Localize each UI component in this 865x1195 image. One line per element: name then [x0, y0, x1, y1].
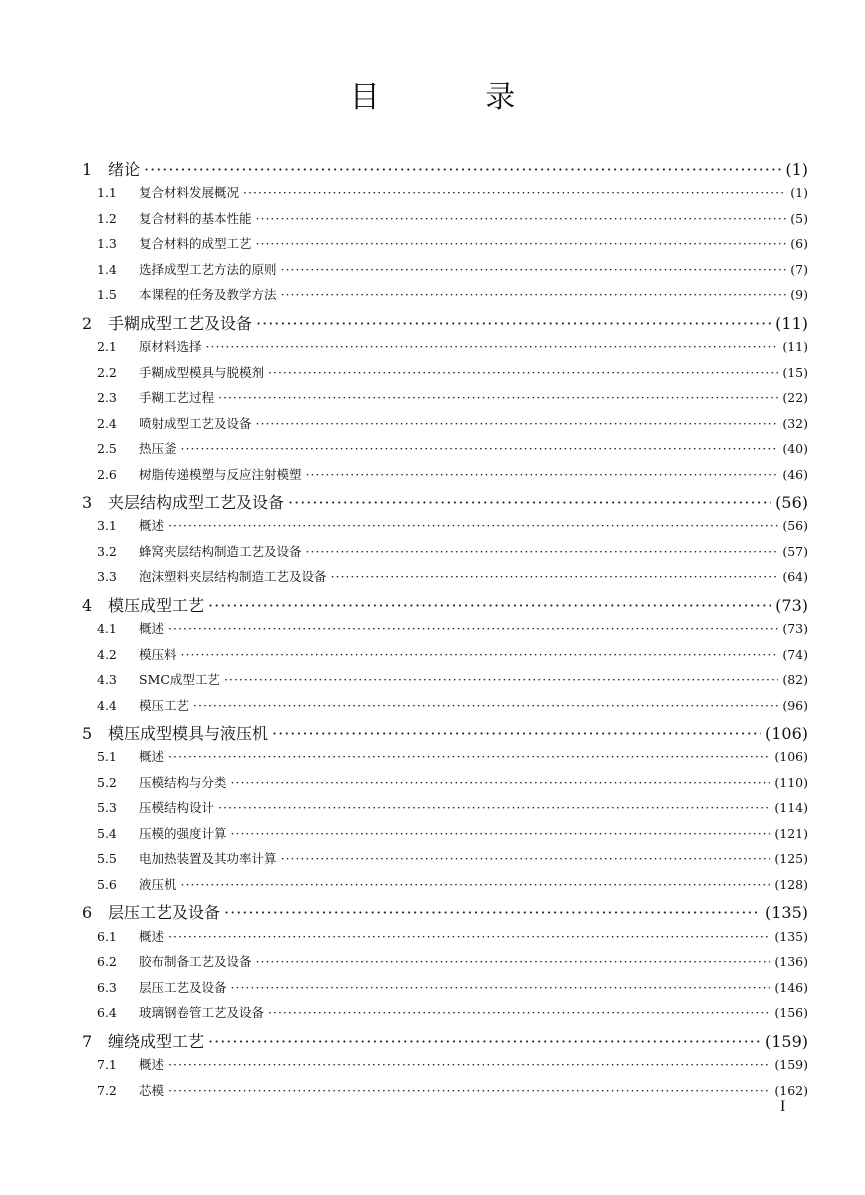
toc-chapter-entry: [82, 490, 808, 516]
toc-entry-page: (106): [774, 749, 808, 765]
toc-entry-label: 玻璃钢卷管工艺及设备: [139, 1005, 265, 1021]
toc-entry-page: (11): [775, 313, 808, 333]
toc-entry-label: 模压工艺: [139, 697, 190, 713]
toc-entry-number: 2.5: [97, 441, 117, 457]
dot-leader: [268, 1005, 770, 1020]
dot-leader: [181, 877, 771, 892]
dot-leader: [168, 621, 778, 636]
toc-entry-page: (106): [764, 724, 808, 744]
toc-entry-page: (46): [782, 466, 808, 482]
toc-section-entry: [82, 696, 808, 722]
toc-section-entry: [82, 747, 808, 773]
toc-entry-number: 5.5: [97, 851, 117, 867]
toc-section-entry: [82, 824, 808, 850]
toc-entry-number: 2.2: [97, 364, 117, 380]
toc-entry-number: 3.1: [97, 518, 117, 534]
toc-section-entry: [82, 414, 808, 440]
toc-entry-number: 3: [82, 493, 93, 513]
toc-entry-label: 缠绕成型工艺: [108, 1031, 205, 1051]
toc-entry-label: 压模结构与分类: [139, 774, 227, 790]
toc-entry-number: 1.4: [97, 261, 117, 277]
toc-chapter-entry: [82, 1029, 808, 1055]
dot-leader: [181, 647, 779, 662]
toc-entry-page: (9): [790, 287, 808, 303]
dot-leader: [331, 569, 779, 584]
dot-leader: [168, 1083, 770, 1098]
toc-entry-number: 7.2: [97, 1082, 117, 1098]
toc-entry-number: 3.3: [97, 569, 117, 585]
toc-entry-page: (32): [782, 415, 808, 431]
toc-entry-page: (159): [764, 1031, 808, 1051]
toc-section-entry: [82, 234, 808, 260]
toc-entry-number: 5.1: [97, 749, 117, 765]
toc-entry-page: (64): [782, 569, 808, 585]
toc-entry-label: 概述: [139, 518, 165, 534]
toc-chapter-entry: [82, 721, 808, 747]
dot-leader: [256, 314, 771, 333]
toc-entry-page: (156): [774, 1005, 808, 1021]
toc-entry-number: 6.3: [97, 979, 117, 995]
table-of-contents: [82, 157, 808, 1106]
toc-section-entry: [82, 619, 808, 645]
toc-entry-page: (1): [785, 160, 808, 179]
toc-entry-label: 选择成型工艺方法的原则: [139, 261, 277, 277]
toc-entry-page: (82): [782, 672, 808, 688]
toc-entry-page: (22): [782, 390, 808, 406]
toc-entry-label: 模压成型模具与液压机: [108, 724, 269, 744]
page-title: 目 录: [349, 80, 564, 115]
toc-entry-number: 7.1: [97, 1057, 117, 1073]
toc-entry-number: 5.4: [97, 825, 117, 841]
toc-entry-number: 2.1: [97, 339, 117, 355]
dot-leader: [281, 262, 787, 277]
dot-leader: [193, 698, 778, 713]
toc-entry-page: (56): [782, 518, 808, 534]
dot-leader: [168, 749, 770, 764]
toc-section-entry: [82, 260, 808, 286]
toc-entry-label: 概述: [139, 928, 165, 944]
toc-section-entry: [82, 645, 808, 671]
dot-leader: [272, 724, 761, 743]
toc-section-entry: [82, 439, 808, 465]
dot-leader: [256, 236, 787, 251]
page-number: I: [780, 1098, 786, 1115]
dot-leader: [208, 1032, 761, 1051]
toc-section-entry: [82, 285, 808, 311]
toc-chapter-entry: [82, 593, 808, 619]
dot-leader: [206, 339, 779, 354]
toc-entry-label: 胶布制备工艺及设备: [139, 954, 252, 970]
toc-entry-label: 蜂窝夹层结构制造工艺及设备: [139, 543, 302, 559]
toc-entry-number: 3.2: [97, 543, 117, 559]
toc-entry-number: 2.6: [97, 466, 117, 482]
toc-entry-label: 原材料选择: [139, 339, 202, 355]
toc-entry-number: 5: [82, 724, 93, 744]
dot-leader: [231, 980, 771, 995]
toc-entry-page: (74): [782, 646, 808, 662]
toc-entry-page: (73): [782, 621, 808, 637]
toc-entry-page: (136): [774, 954, 808, 970]
toc-entry-page: (1): [790, 185, 808, 201]
dot-leader: [208, 596, 771, 615]
toc-entry-page: (162): [774, 1082, 808, 1098]
toc-section-entry: [82, 465, 808, 491]
dot-leader: [306, 544, 779, 559]
toc-entry-label: 液压机: [139, 876, 177, 892]
toc-entry-number: 1.1: [97, 185, 117, 201]
toc-entry-label: 热压釜: [139, 441, 177, 457]
toc-entry-page: (146): [774, 979, 808, 995]
dot-leader: [281, 287, 787, 302]
toc-entry-number: 1.2: [97, 210, 117, 226]
toc-entry-page: (135): [764, 903, 808, 923]
toc-entry-page: (56): [775, 493, 808, 513]
toc-entry-page: (5): [790, 210, 808, 226]
toc-entry-number: 4.3: [97, 672, 117, 688]
toc-section-entry: [82, 388, 808, 414]
toc-entry-label: 电加热装置及其功率计算: [139, 851, 277, 867]
toc-section-entry: [82, 516, 808, 542]
dot-leader: [281, 851, 771, 866]
toc-section-entry: [82, 670, 808, 696]
toc-section-entry: [82, 567, 808, 593]
toc-chapter-entry: [82, 900, 808, 926]
toc-entry-page: (6): [790, 236, 808, 252]
dot-leader: [168, 1057, 770, 1072]
toc-section-entry: [82, 1003, 808, 1029]
toc-entry-label: 压模的强度计算: [139, 825, 227, 841]
toc-entry-page: (125): [774, 851, 808, 867]
toc-section-entry: [82, 1055, 808, 1081]
dot-leader: [168, 929, 770, 944]
toc-section-entry: [82, 183, 808, 209]
toc-section-entry: [82, 952, 808, 978]
toc-section-entry: [82, 798, 808, 824]
toc-section-entry: [82, 773, 808, 799]
toc-entry-page: (159): [774, 1057, 808, 1073]
toc-entry-number: 5.2: [97, 774, 117, 790]
dot-leader: [224, 903, 761, 922]
toc-entry-number: 5.3: [97, 800, 117, 816]
toc-entry-number: 6.1: [97, 928, 117, 944]
toc-entry-page: (121): [774, 825, 808, 841]
toc-section-entry: [82, 337, 808, 363]
dot-leader: [243, 185, 786, 200]
toc-entry-label: 喷射成型工艺及设备: [139, 415, 252, 431]
toc-entry-number: 2.4: [97, 415, 117, 431]
toc-section-entry: [82, 927, 808, 953]
toc-section-entry: [82, 849, 808, 875]
toc-entry-label: 模压料: [139, 646, 177, 662]
toc-entry-label: 芯模: [139, 1082, 165, 1098]
toc-entry-number: 4.1: [97, 621, 117, 637]
toc-entry-number: 4: [82, 595, 93, 615]
toc-entry-label: 模压成型工艺: [108, 595, 205, 615]
toc-entry-number: 2: [82, 313, 93, 333]
toc-section-entry: [82, 209, 808, 235]
toc-entry-number: 4.2: [97, 646, 117, 662]
toc-chapter-entry: [82, 311, 808, 337]
toc-entry-label: 概述: [139, 621, 165, 637]
toc-entry-label: 本课程的任务及教学方法: [139, 287, 277, 303]
toc-entry-page: (15): [782, 364, 808, 380]
toc-section-entry: [82, 875, 808, 901]
dot-leader: [231, 775, 771, 790]
toc-entry-page: (73): [775, 595, 808, 615]
toc-section-entry: [82, 1081, 808, 1107]
toc-entry-page: (57): [782, 543, 808, 559]
dot-leader: [218, 390, 778, 405]
toc-entry-label: 复合材料发展概况: [139, 185, 240, 201]
toc-entry-page: (40): [782, 441, 808, 457]
toc-section-entry: [82, 542, 808, 568]
toc-entry-number: 1: [82, 160, 93, 179]
toc-entry-label: 手糊成型工艺及设备: [108, 313, 253, 333]
dot-leader: [168, 518, 778, 533]
toc-entry-page: (11): [782, 339, 808, 355]
toc-section-entry: [82, 978, 808, 1004]
toc-entry-label: 复合材料的基本性能: [139, 210, 252, 226]
toc-entry-label: 树脂传递模塑与反应注射模塑: [139, 466, 302, 482]
toc-entry-page: (7): [790, 261, 808, 277]
toc-entry-number: 5.6: [97, 876, 117, 892]
toc-entry-number: 1.5: [97, 287, 117, 303]
toc-entry-number: 1.3: [97, 236, 117, 252]
dot-leader: [256, 416, 779, 431]
toc-entry-number: 6.2: [97, 954, 117, 970]
toc-entry-label: SMC成型工艺: [139, 672, 220, 688]
toc-entry-page: (110): [774, 774, 808, 790]
toc-entry-label: 绪论: [108, 160, 141, 179]
toc-entry-label: 概述: [139, 1057, 165, 1073]
toc-entry-number: 4.4: [97, 697, 117, 713]
dot-leader: [144, 160, 781, 179]
toc-entry-label: 压模结构设计: [139, 800, 215, 816]
toc-entry-number: 6.4: [97, 1005, 117, 1021]
dot-leader: [306, 467, 779, 482]
toc-section-entry: [82, 363, 808, 389]
toc-entry-label: 手糊工艺过程: [139, 390, 215, 406]
dot-leader: [218, 800, 770, 815]
toc-entry-label: 手糊成型模具与脱模剂: [139, 364, 265, 380]
toc-entry-page: (128): [774, 876, 808, 892]
toc-entry-label: 层压工艺及设备: [108, 903, 221, 923]
dot-leader: [256, 954, 771, 969]
toc-chapter-entry: [82, 157, 808, 183]
toc-entry-page: (135): [774, 928, 808, 944]
dot-leader: [231, 826, 771, 841]
toc-entry-label: 夹层结构成型工艺及设备: [108, 493, 285, 513]
dot-leader: [268, 365, 778, 380]
toc-entry-page: (96): [782, 697, 808, 713]
dot-leader: [256, 211, 787, 226]
toc-entry-label: 层压工艺及设备: [139, 979, 227, 995]
dot-leader: [288, 493, 771, 512]
toc-entry-label: 概述: [139, 749, 165, 765]
toc-entry-number: 7: [82, 1031, 93, 1051]
toc-entry-label: 复合材料的成型工艺: [139, 236, 252, 252]
toc-entry-number: 2.3: [97, 390, 117, 406]
toc-entry-page: (114): [774, 800, 808, 816]
toc-entry-number: 6: [82, 903, 93, 923]
toc-entry-label: 泡沫塑料夹层结构制造工艺及设备: [139, 569, 327, 585]
dot-leader: [181, 441, 779, 456]
dot-leader: [224, 672, 778, 687]
